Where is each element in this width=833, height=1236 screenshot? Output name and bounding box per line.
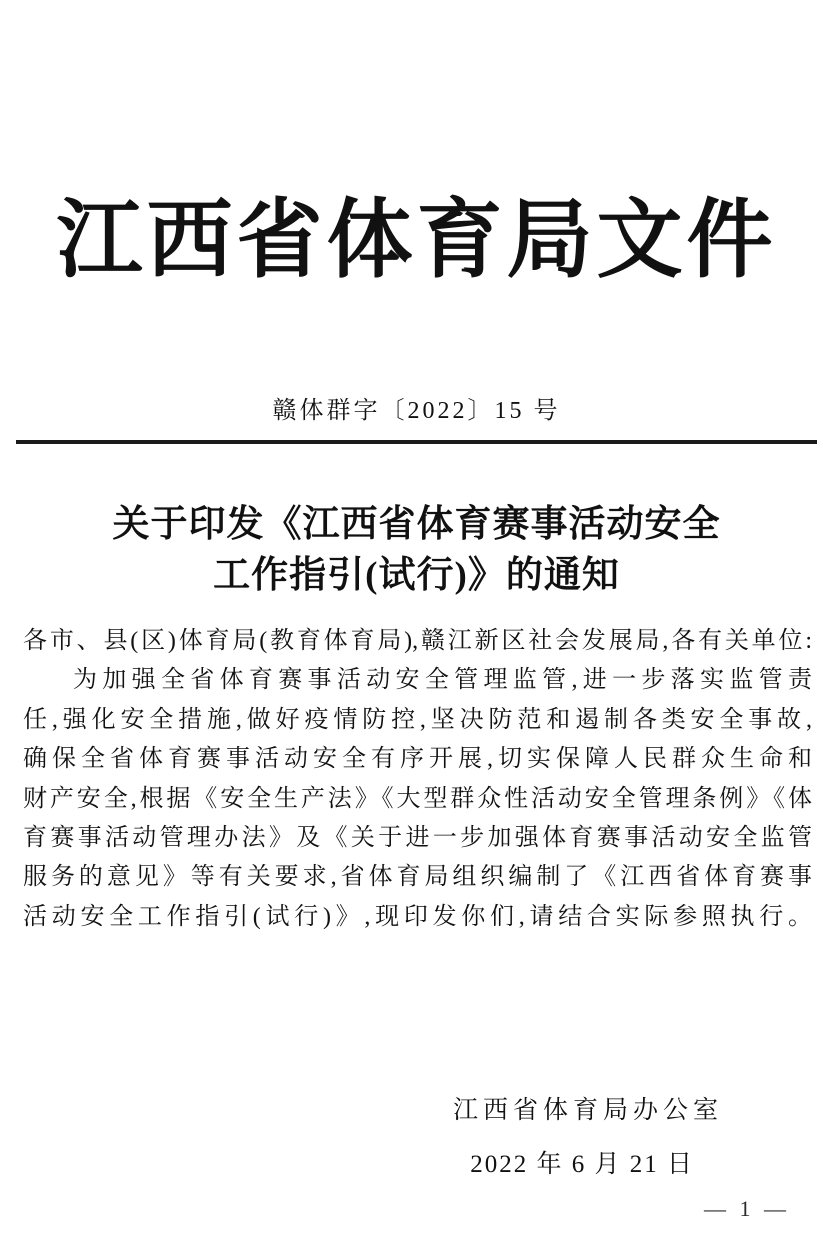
body-line: 为加强全省体育赛事活动安全管理监管,进一步落实监管责 <box>73 667 812 694</box>
issue-date: 2022 年 6 月 21 日 <box>470 1151 694 1178</box>
header-divider-rule <box>16 440 817 444</box>
doc-number: 赣体群字〔2022〕15 号 <box>272 398 561 424</box>
notice-body <box>23 622 812 937</box>
agency-banner-title: 江西省体育局文件 <box>56 192 777 288</box>
body-line: 任,强化安全措施,做好疫情防控,坚决防范和遏制各类安全事故, <box>23 706 812 733</box>
notice-title-line1: 关于印发《江西省体育赛事活动安全 <box>112 504 721 545</box>
page-number: — 1 — <box>704 1196 790 1221</box>
body-line: 活动安全工作指引(试行)》,现印发你们,请结合实际参照执行。 <box>23 903 812 930</box>
body-line: 服务的意见》等有关要求,省体育局组织编制了《江西省体育赛事 <box>23 864 812 891</box>
notice-title <box>0 499 833 601</box>
notice-title-line2: 工作指引(试行)》的通知 <box>213 555 620 596</box>
body-line: 财产安全,根据《安全生产法》《大型群众性活动安全管理条例》《体 <box>23 785 812 812</box>
body-line: 确保全省体育赛事活动安全有序开展,切实保障人民群众生命和 <box>23 746 812 773</box>
body-line: 育赛事活动管理办法》及《关于进一步加强体育赛事活动安全监管 <box>23 824 812 851</box>
body-line-salutation: 各市、县(区)体育局(教育体育局),赣江新区社会发展局,各有关单位: <box>23 628 812 654</box>
issuing-office-signature: 江西省体育局办公室 <box>452 1097 723 1124</box>
